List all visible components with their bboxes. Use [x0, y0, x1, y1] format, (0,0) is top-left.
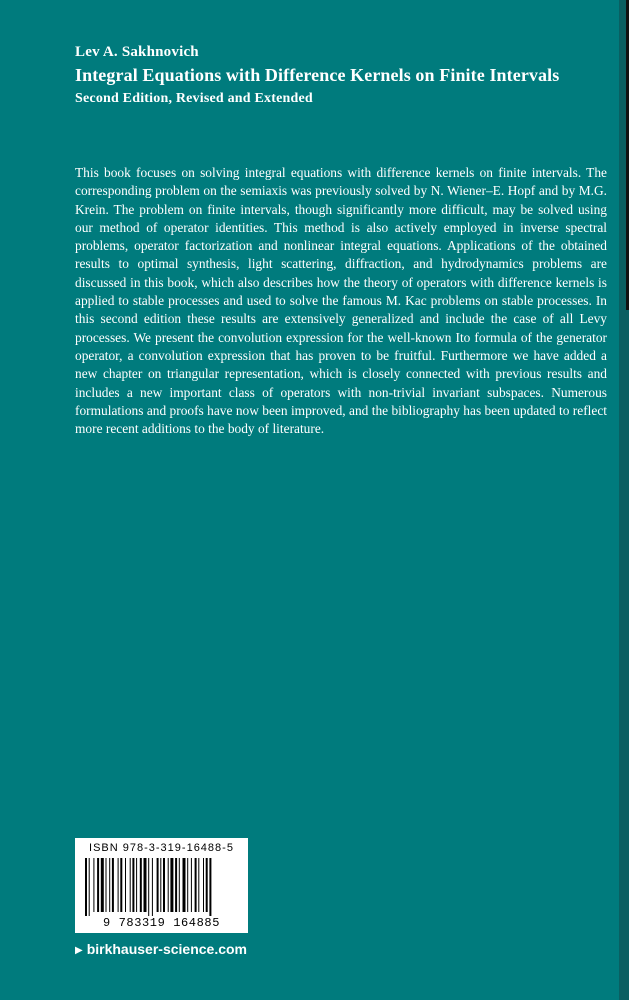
barcode-bar [203, 858, 204, 912]
cover-header [75, 42, 595, 109]
publisher-website[interactable] [75, 940, 247, 961]
barcode-bar [179, 858, 180, 912]
author-name: Lev A. Sakhnovich [75, 44, 199, 60]
barcode-bar [112, 858, 114, 912]
barcode-bar [198, 858, 199, 912]
barcode-bar [106, 858, 107, 912]
barcode-bar [130, 858, 131, 912]
barcode-bar [144, 858, 147, 912]
triangle-right-icon: ▶ [75, 945, 83, 956]
isbn-label: ISBN 978-3-319-16488-5 [89, 842, 234, 854]
barcode-bar [118, 858, 119, 912]
book-description: This book focuses on solving integral equations with difference kernels on finite intervals. The corresponding problem on the semiaxis was previously solved by N. Wiener–E. Hopf and by M.G. Krein. The problem on finite intervals, though significantly more difficult, may be solved using our method of operator identities. This method is also actively employed in inverse spectral problems, operator factorization and nonlinear integral equations. Applications of the obtained results to optimal synthesis, light scattering, diffraction, and hydrodynamics problems are discussed in this book, which also describes how the theory of operators with difference kernels is applied to stable processes and used to solve the famous M. Kac problems on stable processes. In this second edition these results are extensively generalized and include the case of all Levy processes. We present the convolution expression for the well-known Ito formula of the generator operator, a convolution expression that has proven to be fruitful. Furthermore we have added a new chapter on triangular representation, which is closely connected with previous results and includes a new important class of operators with non-trivial invariant subspaces. Numerous formulations and proofs have now been improved, and the bibliography has been updated to reflect more recent additions to the body of literature. [75, 165, 607, 437]
barcode-bar [136, 858, 137, 912]
barcode-bar [175, 858, 177, 912]
barcode-bar [140, 858, 142, 912]
barcode-bar [209, 858, 211, 916]
barcode-bar [125, 858, 126, 912]
barcode-bar [191, 858, 192, 912]
book-title: Integral Equations with Difference Kernels on Finite Intervals [75, 65, 560, 85]
barcode-bar [120, 858, 122, 912]
barcode-bar [195, 858, 197, 912]
ean-digits: 9 783319 164885 [102, 916, 221, 930]
barcode-bar [168, 858, 169, 912]
barcode-bar [93, 858, 94, 912]
barcode-bar [163, 858, 165, 912]
edition-subtitle: Second Edition, Revised and Extended [75, 91, 313, 106]
barcode-bar [89, 858, 90, 916]
barcode-bar [85, 858, 87, 916]
barcode-bar [132, 858, 134, 912]
barcode-bar [206, 858, 208, 912]
barcode-bar [170, 858, 173, 912]
barcode-bars [81, 858, 242, 916]
barcode-bar [109, 858, 110, 912]
barcode-bar [97, 858, 99, 912]
barcode-bar [183, 858, 186, 912]
barcode-bar [187, 858, 188, 912]
website-label: birkhauser-science.com [86, 941, 247, 957]
barcode-bar [152, 858, 153, 916]
barcode-bar [157, 858, 159, 912]
barcode-bar [101, 858, 104, 912]
isbn-barcode [75, 838, 248, 933]
barcode-bar [148, 858, 149, 916]
barcode-bar [160, 858, 161, 912]
